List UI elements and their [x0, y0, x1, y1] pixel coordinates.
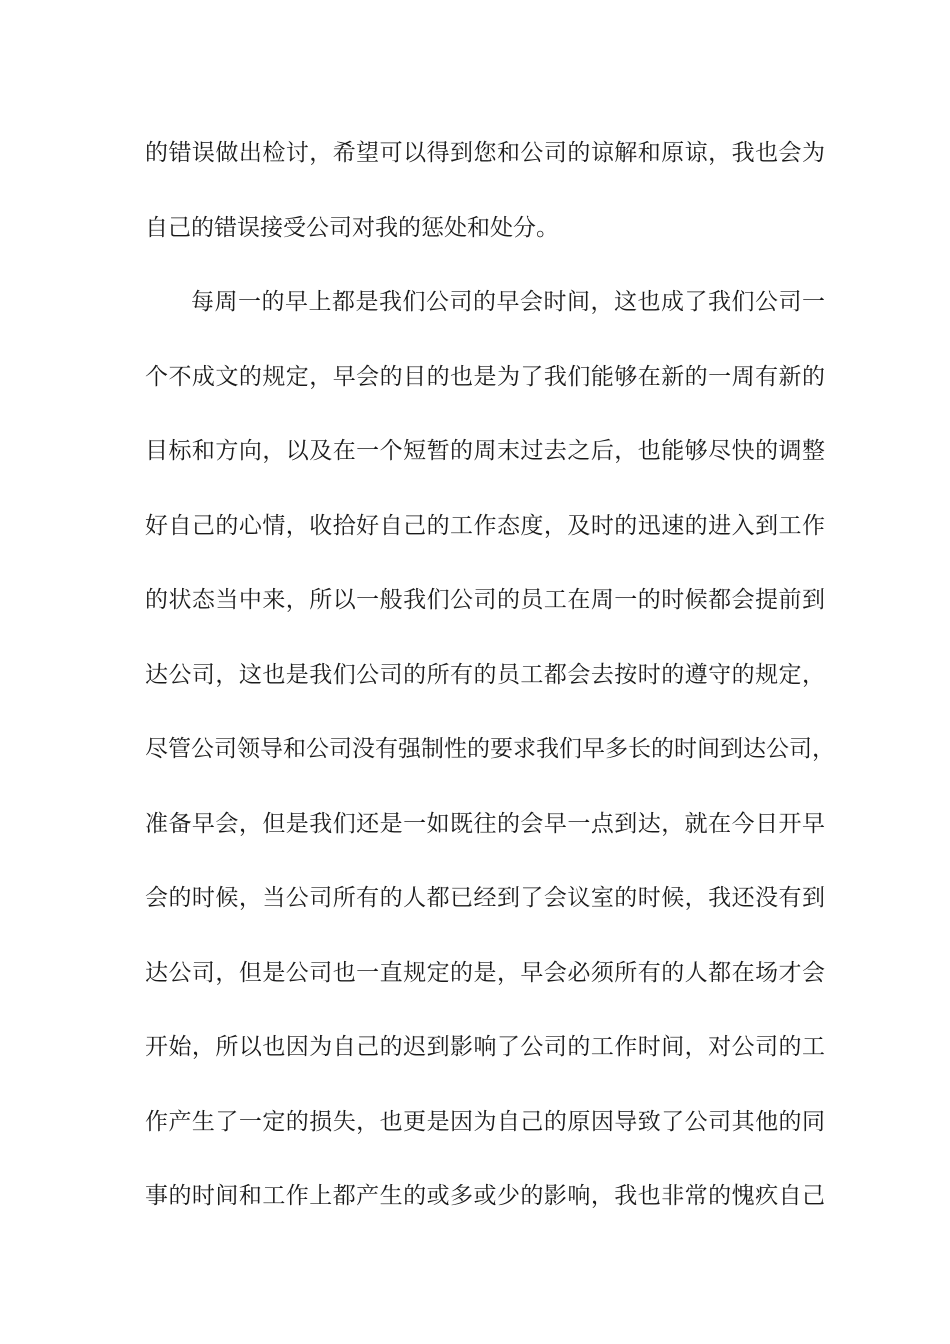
text-line: 好自己的心情，收拾好自己的工作态度，及时的迅速的进入到工作	[145, 512, 825, 539]
text-line: 达公司，但是公司也一直规定的是，早会必须所有的人都在场才会	[145, 959, 825, 986]
text-line: 达公司，这也是我们公司的所有的员工都会去按时的遵守的规定，	[145, 661, 825, 688]
text-line: 会的时候，当公司所有的人都已经到了会议室的时候，我还没有到	[145, 885, 825, 911]
text-line: 自己的错误接受公司对我的惩处和处分。	[145, 214, 559, 241]
body-text	[145, 128, 835, 1246]
text-line: 的错误做出检讨，希望可以得到您和公司的谅解和原谅，我也会为	[145, 140, 825, 166]
text-line: 的状态当中来，所以一般我们公司的员工在周一的时候都会提前到	[145, 587, 825, 613]
text-line: 准备早会，但是我们还是一如既往的会早一点到达，就在今日开早	[145, 810, 825, 837]
text-line: 尽管公司领导和公司没有强制性的要求我们早多长的时间到达公司，	[145, 736, 835, 762]
text-line: 事的时间和工作上都产生的或多或少的影响，我也非常的愧疚自己	[145, 1183, 825, 1209]
text-line: 开始，所以也因为自己的迟到影响了公司的工作时间，对公司的工	[145, 1034, 825, 1060]
text-line: 个不成文的规定，早会的目的也是为了我们能够在新的一周有新的	[145, 363, 825, 390]
text-line: 作产生了一定的损失，也更是因为自己的原因导致了公司其他的同	[145, 1108, 825, 1135]
paragraph-start-line: 每周一的早上都是我们公司的早会时间，这也成了我们公司一	[191, 289, 825, 315]
text-line: 目标和方向，以及在一个短暂的周末过去之后，也能够尽快的调整	[145, 438, 825, 464]
